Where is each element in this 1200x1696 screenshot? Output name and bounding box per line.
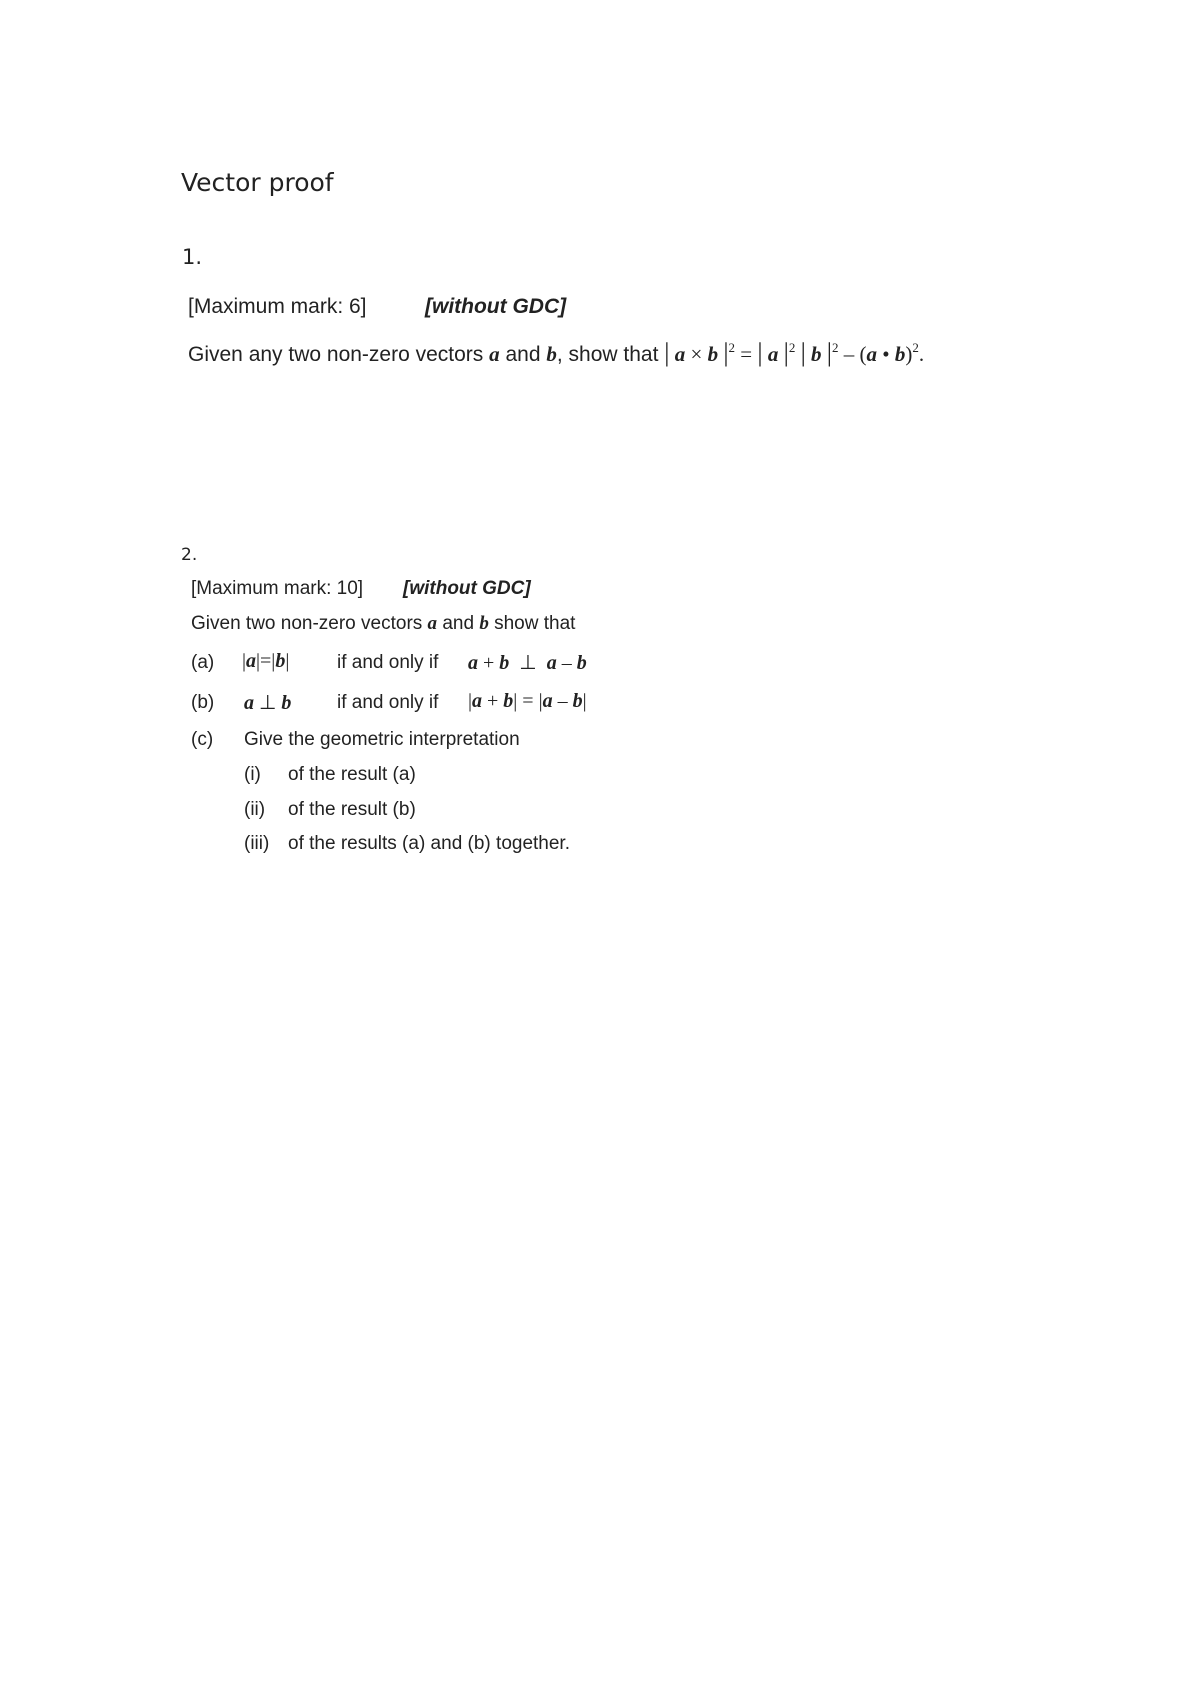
part-b-label: (b) (191, 692, 215, 713)
q1-vector-a: a (489, 342, 500, 366)
q2-vector-a: a (427, 613, 438, 634)
q2-given-prefix: Given two non-zero vectors (191, 613, 428, 634)
sub-ii-label: (ii) (244, 799, 266, 820)
question-2-gdc-note: [without GDC] (403, 578, 531, 599)
sub-iii-label: (iii) (244, 833, 270, 854)
question-2-number: 2. (181, 545, 198, 565)
question-2-mark-line (191, 578, 531, 600)
sub-i-text: of the result (a) (288, 764, 416, 785)
q1-given-and: and (499, 343, 547, 366)
q1-given-prefix: Given any two non-zero vectors (188, 343, 490, 366)
q2-given-suffix: show that (488, 613, 576, 634)
question-2-statement (191, 613, 575, 635)
question-1-statement (188, 338, 924, 368)
q1-given-show: , show that (556, 343, 665, 366)
part-b-iff: if and only if (337, 692, 439, 713)
sub-iii-text: of the results (a) and (b) together. (288, 833, 570, 854)
part-a-label: (a) (191, 652, 215, 673)
q1-identity-formula: | a × b $|^2$ = | a $|^2$ | b $|^2 - (a$ • b)$^2$. (664, 338, 925, 367)
page-title: Vector proof (181, 168, 334, 197)
q2-given-and: and (437, 613, 480, 634)
sub-i-label: (i) (244, 764, 261, 785)
part-c-label: (c) (191, 729, 214, 750)
question-1-mark-line (188, 295, 567, 319)
question-1-gdc-note: [without GDC] (425, 295, 567, 318)
sub-ii-text: of the result (b) (288, 799, 416, 820)
part-a-condition: |a|=|b| (242, 650, 290, 672)
question-1-max-mark: [Maximum mark: 6] (188, 295, 367, 318)
q1-vector-b: b (546, 342, 557, 366)
question-1-number: 1. (182, 245, 203, 269)
part-b-equivalent: |a + b| = |a – b| (468, 690, 587, 712)
part-a-iff: if and only if (337, 652, 439, 673)
q2-vector-b: b (479, 613, 489, 634)
part-a-equivalent: a + b ⊥ a – b (468, 652, 587, 674)
part-c-text: Give the geometric interpretation (244, 729, 520, 750)
question-2-max-mark: [Maximum mark: 10] (191, 578, 364, 599)
part-b-condition: a ⊥ b (244, 692, 292, 714)
